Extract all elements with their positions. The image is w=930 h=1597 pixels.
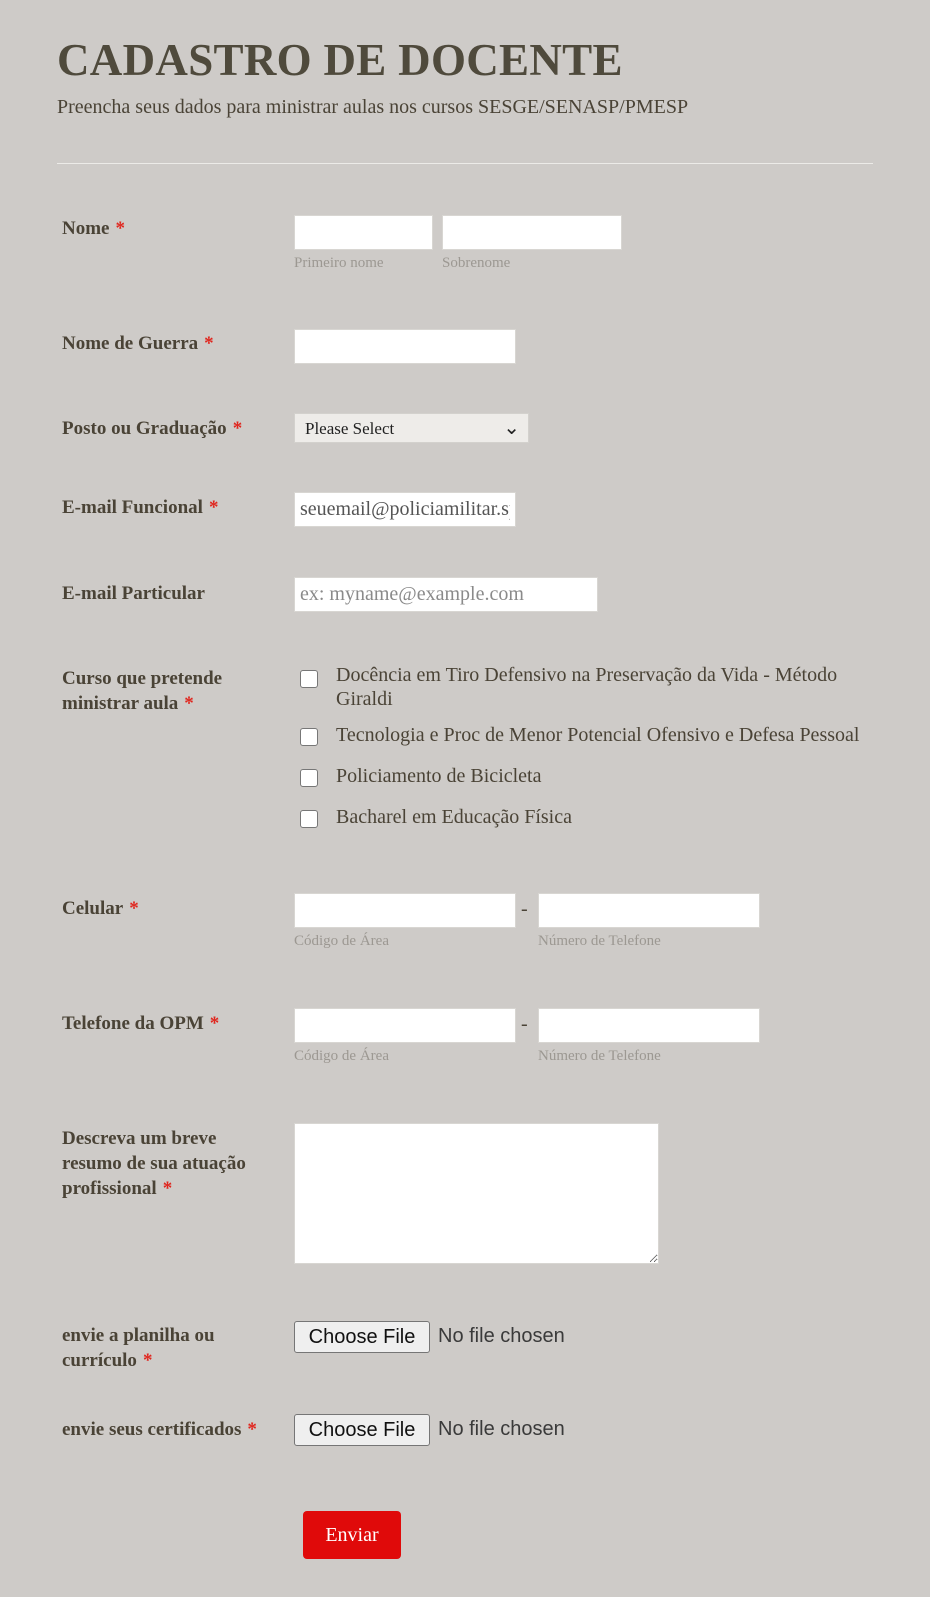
last-name-input[interactable] xyxy=(442,215,622,250)
curso-option[interactable] xyxy=(300,723,880,751)
required-mark: * xyxy=(129,898,139,919)
first-name-sublabel: Primeiro nome xyxy=(294,255,384,271)
required-mark: * xyxy=(142,1350,153,1371)
last-name-sublabel: Sobrenome xyxy=(442,255,511,271)
required-mark: * xyxy=(232,418,243,439)
email-particular-label: E-mail Particular xyxy=(62,583,205,604)
posto-label: Posto ou Graduação * xyxy=(62,418,243,439)
certificados-file-status: No file chosen xyxy=(438,1418,565,1440)
email-funcional-input[interactable] xyxy=(294,492,516,527)
required-mark: * xyxy=(162,1178,173,1199)
nome-label: Nome * xyxy=(62,218,125,239)
opm-number-input[interactable] xyxy=(538,1008,760,1043)
form-title: CADASTRO DE DOCENTE xyxy=(57,35,623,85)
curso-label: Curso que pretende ministrar aula * xyxy=(62,668,223,714)
email-particular-input[interactable] xyxy=(294,577,598,612)
required-mark: * xyxy=(247,1419,257,1440)
certificados-label: envie seus certificados * xyxy=(62,1419,257,1440)
posto-select[interactable] xyxy=(294,413,529,443)
phone-separator: - xyxy=(521,1013,528,1035)
resumo-label: Descreva um breve resumo de sua atuação profissional * xyxy=(62,1128,246,1199)
planilha-label: envie a planilha ou currículo * xyxy=(62,1325,215,1371)
nome-guerra-label: Nome de Guerra * xyxy=(62,333,214,354)
nome-guerra-input[interactable] xyxy=(294,329,516,364)
planilha-choose-file-button[interactable]: Choose File xyxy=(294,1321,430,1353)
celular-area-input[interactable] xyxy=(294,893,516,928)
celular-number-input[interactable] xyxy=(538,893,760,928)
curso-option[interactable] xyxy=(300,805,880,833)
posto-selected-value: Please Select xyxy=(305,419,395,438)
certificados-choose-file-button[interactable]: Choose File xyxy=(294,1414,430,1446)
form-subtitle: Preencha seus dados para ministrar aulas nos cursos SESGE/SENASP/PMESP xyxy=(57,96,689,118)
curso-option-label: Bacharel em Educação Física xyxy=(336,806,572,828)
area-code-sublabel: Código de Área xyxy=(294,933,389,949)
chevron-down-icon: ⌄ xyxy=(503,415,520,439)
required-mark: * xyxy=(115,218,125,239)
required-mark: * xyxy=(208,497,219,518)
phone-number-sublabel: Número de Telefone xyxy=(538,1048,661,1064)
curso-option-label: Policiamento de Bicicleta xyxy=(336,765,542,787)
phone-number-sublabel: Número de Telefone xyxy=(538,933,661,949)
checkbox[interactable] xyxy=(300,728,318,746)
curso-option-label: Tecnologia e Proc de Menor Potencial Ofensivo e Defesa Pessoal xyxy=(336,724,860,746)
first-name-input[interactable] xyxy=(294,215,433,250)
submit-button[interactable]: Enviar xyxy=(303,1511,401,1559)
opm-area-input[interactable] xyxy=(294,1008,516,1043)
planilha-file-status: No file chosen xyxy=(438,1325,565,1347)
required-mark: * xyxy=(209,1013,220,1034)
phone-separator: - xyxy=(521,898,528,920)
curso-option[interactable] xyxy=(300,663,880,713)
checkbox[interactable] xyxy=(300,769,318,787)
telefone-opm-label: Telefone da OPM * xyxy=(62,1013,220,1034)
header-divider xyxy=(57,163,873,164)
checkbox[interactable] xyxy=(300,810,318,828)
required-mark: * xyxy=(204,333,214,354)
celular-label: Celular * xyxy=(62,898,139,919)
required-mark: * xyxy=(184,693,194,714)
curso-option-label: Docência em Tiro Defensivo na Preservação da Vida - Método Giraldi xyxy=(336,664,838,710)
email-funcional-label: E-mail Funcional * xyxy=(62,497,219,518)
resumo-textarea[interactable] xyxy=(294,1123,659,1264)
curso-option[interactable] xyxy=(300,764,880,792)
checkbox[interactable] xyxy=(300,670,318,688)
area-code-sublabel: Código de Área xyxy=(294,1048,389,1064)
